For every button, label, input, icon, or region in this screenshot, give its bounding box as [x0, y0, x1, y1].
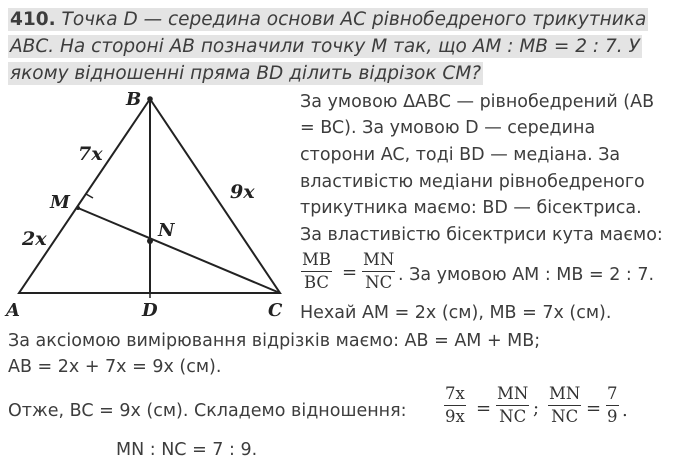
fraction-mn-nc-2 [548, 384, 581, 427]
point-m [76, 206, 80, 210]
fraction-numerator: MN [362, 250, 395, 272]
fraction-denominator: NC [499, 407, 527, 426]
fraction-denominator: 9 [607, 407, 618, 426]
solution-line-1: За умовою ΔABC — рівнобедрений (AB [300, 92, 655, 112]
solution-line-4: властивістю медіани рівнобедреного [300, 172, 645, 192]
solution-line-5: трикутника маємо: BD — бісектриса. [300, 198, 642, 218]
solution-line-11: Отже, BC = 9x (см). Складемо відношення: [8, 401, 407, 421]
solution-line-2: = BC). За умовою D — середина [300, 118, 596, 138]
fraction-denominator: NC [365, 273, 393, 292]
fraction-numerator: MN [496, 384, 529, 406]
point-b [147, 96, 153, 102]
fraction-7x-9x [444, 384, 466, 427]
period: . [622, 400, 628, 421]
label-seg-am: 2x [22, 228, 47, 250]
label-seg-mb: 7x [78, 143, 103, 165]
point-n [147, 238, 153, 244]
solution-line-9: За аксіомою вимірювання відрізків маємо: AB = AM + MB; [8, 331, 541, 351]
label-seg-bc: 9x [230, 181, 255, 203]
problem-text-2: ABC. На стороні AB позначили точку M так, що AM : MB = 2 : 7. У [10, 36, 640, 57]
problem-number: 410. [10, 9, 56, 30]
fraction-mn-nc [496, 384, 529, 427]
label-b: B [126, 89, 142, 110]
triangle-figure [0, 0, 300, 330]
fraction-numerator: 7x [444, 384, 466, 406]
solution-line-6: За властивістю бісектриси кута маємо: [300, 225, 663, 245]
problem-text-3: якому відношенні пряма BD ділить відрізок CM? [10, 63, 482, 84]
solution-line-10: AB = 2x + 7x = 9x (см). [8, 357, 222, 377]
semicolon: ; [533, 398, 540, 419]
answer-line: MN : NC = 7 : 9. [116, 440, 258, 460]
fraction-numerator: MB [301, 250, 332, 272]
solution-line-7: . За умовою AM : MB = 2 : 7. [398, 265, 655, 285]
fraction-denominator: 9x [445, 407, 465, 426]
label-m: M [50, 192, 70, 213]
tick-mb [86, 194, 93, 198]
fraction-numerator: 7 [606, 384, 619, 406]
solution-line-8: Нехай AM = 2x (см), MB = 7x (см). [300, 303, 612, 323]
fraction-denominator: NC [551, 407, 579, 426]
segment-cm [78, 208, 280, 293]
label-c: C [268, 300, 283, 321]
fraction-mb-bc [301, 250, 332, 293]
fraction-denominator: BC [303, 273, 330, 292]
problem-text-1: Точка D — середина основи AC рівнобедреного трикутника [61, 9, 647, 30]
equals-sign: = [586, 398, 602, 419]
fraction-numerator: MN [548, 384, 581, 406]
equals-sign: = [476, 398, 492, 419]
fraction-7-9 [606, 384, 619, 427]
label-a: A [6, 300, 20, 321]
label-n: N [158, 220, 175, 241]
fraction-mn-nc [362, 250, 395, 293]
solution-line-3: сторони AC, тоді BD — медіана. За [300, 145, 621, 165]
equals-sign: = [342, 262, 358, 283]
label-d: D [142, 300, 158, 321]
